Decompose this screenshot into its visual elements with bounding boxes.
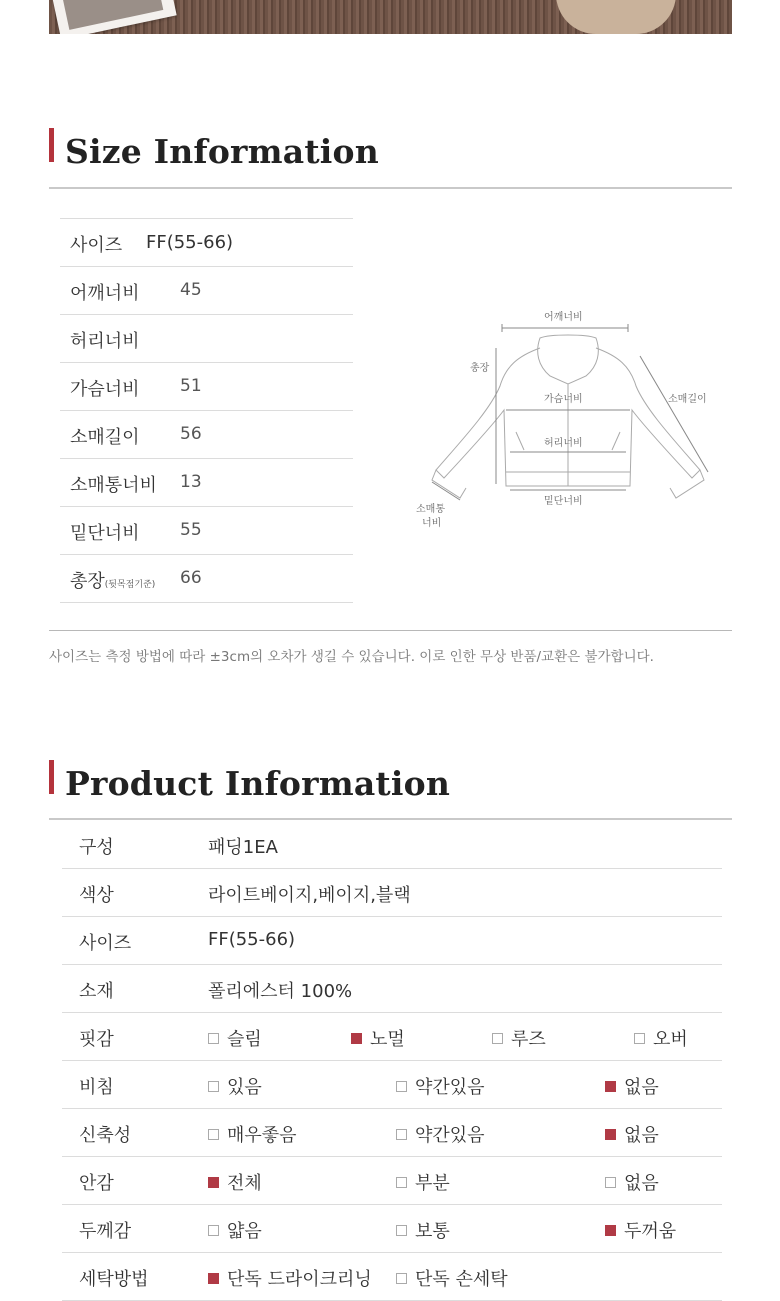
- size-value: FF(55-66): [146, 232, 234, 253]
- size-value: 55: [180, 520, 202, 540]
- wash-option-hand-wash[interactable]: 단독 손세탁: [396, 1265, 508, 1291]
- size-value: 66: [180, 568, 202, 588]
- sleeve-length-label: 소매길이: [668, 394, 707, 405]
- product-label: 안감: [79, 1173, 114, 1194]
- checkbox[interactable]: [492, 1033, 503, 1044]
- size-value: 45: [180, 280, 202, 300]
- size-label: 사이즈: [70, 235, 123, 256]
- product-label: 세탁방법: [79, 1269, 149, 1290]
- sheer-option-none[interactable]: 없음: [605, 1073, 659, 1099]
- size-info-title: Size Information: [65, 132, 379, 171]
- jacket-measurement-diagram: [410, 300, 730, 540]
- shoulder-width-label: 어깨너비: [544, 312, 583, 323]
- product-label: 비침: [79, 1077, 114, 1098]
- checkbox[interactable]: [208, 1033, 219, 1044]
- product-label: 색상: [79, 885, 114, 906]
- size-row: [60, 218, 353, 266]
- wash-option-dry-clean[interactable]: 단독 드라이크리닝: [208, 1265, 372, 1291]
- checkbox-checked[interactable]: [208, 1273, 219, 1284]
- size-value: 13: [180, 472, 202, 492]
- checkbox-checked[interactable]: [605, 1225, 616, 1236]
- size-label: 허리너비: [70, 331, 140, 352]
- checkbox[interactable]: [208, 1225, 219, 1236]
- product-value: 패딩1EA: [208, 837, 278, 858]
- accent-bar: [49, 128, 54, 162]
- size-table: [60, 218, 353, 603]
- fit-option-over[interactable]: 오버: [634, 1025, 688, 1051]
- stretch-option-very-good[interactable]: 매우좋음: [208, 1121, 297, 1147]
- chest-width-label: 가슴너비: [544, 394, 583, 405]
- size-label: 어깨너비: [70, 283, 140, 304]
- waist-width-label: 허리너비: [544, 438, 583, 449]
- fit-row: [62, 1013, 722, 1061]
- product-label: 핏감: [79, 1029, 114, 1050]
- size-label: 소매통너비: [70, 475, 157, 496]
- stretch-option-slight[interactable]: 약간있음: [396, 1121, 485, 1147]
- checkbox[interactable]: [396, 1273, 407, 1284]
- polaroid-photo: [51, 0, 176, 34]
- lining-option-full[interactable]: 전체: [208, 1169, 262, 1195]
- size-label: 총장(뒷목점기준): [70, 571, 156, 592]
- washing-row: [62, 1253, 722, 1301]
- accent-bar: [49, 760, 54, 794]
- product-value: 폴리에스터 100%: [208, 981, 353, 1002]
- fit-option-slim[interactable]: 슬림: [208, 1025, 262, 1051]
- divider: [49, 818, 732, 820]
- fit-option-normal[interactable]: 노멀: [351, 1025, 405, 1051]
- checkbox[interactable]: [396, 1177, 407, 1188]
- product-row: [62, 917, 722, 965]
- thickness-option-thin[interactable]: 얇음: [208, 1217, 262, 1243]
- checkbox-checked[interactable]: [605, 1129, 616, 1140]
- thickness-row: [62, 1205, 722, 1253]
- size-row: [60, 458, 353, 506]
- sheer-option-yes[interactable]: 있음: [208, 1073, 262, 1099]
- checkbox[interactable]: [605, 1177, 616, 1188]
- size-label: 소매길이: [70, 427, 140, 448]
- product-row: [62, 965, 722, 1013]
- lining-row: [62, 1157, 722, 1205]
- checkbox-checked[interactable]: [605, 1081, 616, 1092]
- sheer-option-slight[interactable]: 약간있음: [396, 1073, 485, 1099]
- size-row: [60, 362, 353, 410]
- product-info-title: Product Information: [65, 764, 451, 803]
- product-label: 사이즈: [79, 933, 132, 954]
- checkbox[interactable]: [396, 1225, 407, 1236]
- lining-option-none[interactable]: 없음: [605, 1169, 659, 1195]
- checkbox[interactable]: [208, 1081, 219, 1092]
- size-label-sub: (뒷목점기준): [104, 580, 156, 590]
- size-row: [60, 266, 353, 314]
- divider: [49, 630, 732, 631]
- size-row: [60, 554, 353, 603]
- hem-width-label: 밑단너비: [544, 496, 583, 507]
- size-value: 56: [180, 424, 202, 444]
- fit-option-loose[interactable]: 루즈: [492, 1025, 546, 1051]
- product-label: 구성: [79, 837, 114, 858]
- size-row: [60, 410, 353, 458]
- checkbox[interactable]: [634, 1033, 645, 1044]
- product-row: [62, 821, 722, 869]
- thickness-option-thick[interactable]: 두꺼움: [605, 1217, 676, 1243]
- lining-option-partial[interactable]: 부분: [396, 1169, 450, 1195]
- size-label: 밑단너비: [70, 523, 140, 544]
- product-value: FF(55-66): [208, 929, 296, 950]
- size-value: 51: [180, 376, 202, 396]
- product-row: [62, 869, 722, 917]
- cuff-width-label-1: 소매통: [416, 504, 445, 515]
- checkbox[interactable]: [208, 1129, 219, 1140]
- cuff-width-label-2: 너비: [422, 518, 442, 529]
- total-length-label: 총장: [470, 363, 490, 374]
- size-label: 가슴너비: [70, 379, 140, 400]
- product-info-header: [49, 760, 732, 822]
- product-label: 소재: [79, 981, 114, 1002]
- divider: [49, 187, 732, 189]
- sheerness-row: [62, 1061, 722, 1109]
- checkbox[interactable]: [396, 1081, 407, 1092]
- checkbox-checked[interactable]: [351, 1033, 362, 1044]
- product-label: 신축성: [79, 1125, 132, 1146]
- thickness-option-normal[interactable]: 보통: [396, 1217, 450, 1243]
- size-info-header: [49, 128, 732, 190]
- size-row: [60, 314, 353, 362]
- stretch-row: [62, 1109, 722, 1157]
- size-row: [60, 506, 353, 554]
- product-photo-strip: [49, 0, 732, 34]
- product-label: 두께감: [79, 1221, 132, 1242]
- product-value: 라이트베이지,베이지,블랙: [208, 885, 411, 906]
- product-table: [62, 821, 722, 1301]
- coat-photo-fragment: [556, 0, 676, 34]
- size-disclaimer: 사이즈는 측정 방법에 따라 ±3cm의 오차가 생길 수 있습니다. 이로 인한 무상 반품/교환은 불가합니다.: [49, 649, 654, 665]
- checkbox-checked[interactable]: [208, 1177, 219, 1188]
- stretch-option-none[interactable]: 없음: [605, 1121, 659, 1147]
- checkbox[interactable]: [396, 1129, 407, 1140]
